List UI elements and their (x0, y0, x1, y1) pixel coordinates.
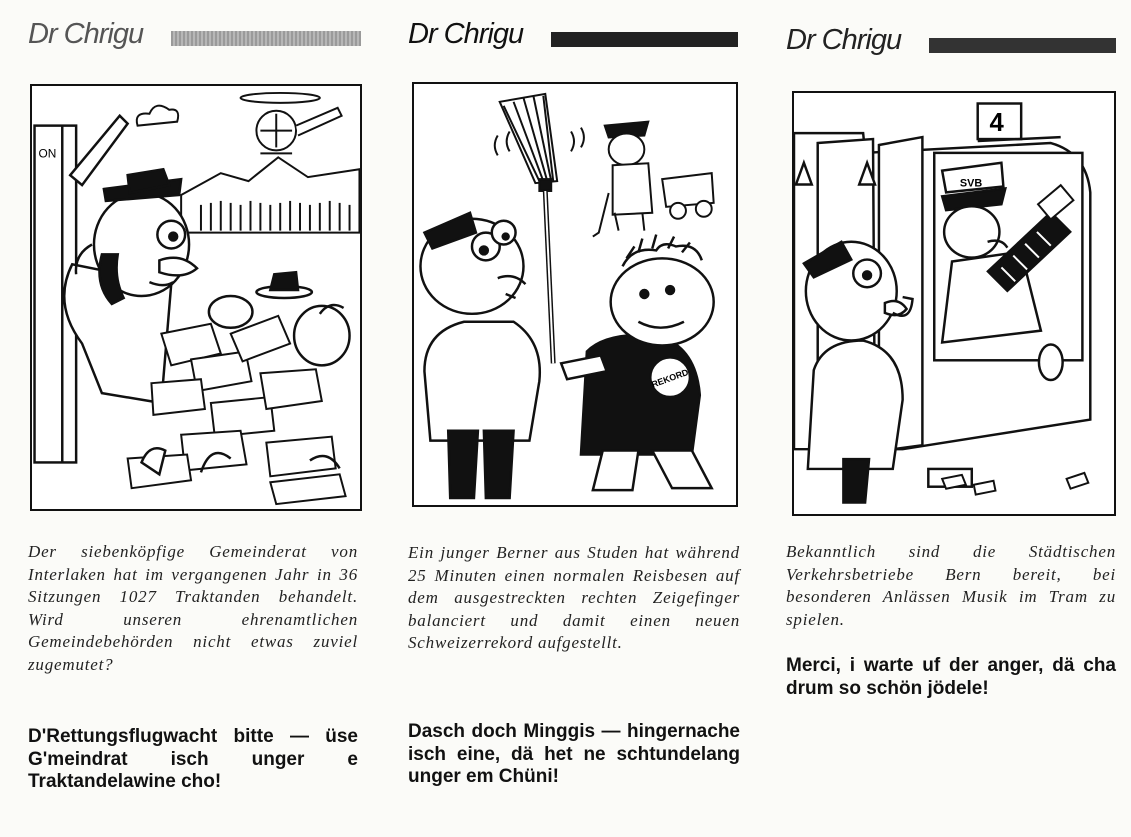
hat-icon (256, 272, 311, 298)
cartoon-phone-avalanche (32, 86, 360, 509)
strip-title: Dr Chrigu (408, 18, 524, 50)
comic-panel-3 (792, 91, 1116, 516)
phone-receiver (70, 116, 127, 185)
cartoon-tram-music (794, 93, 1114, 514)
record-badge: REKORD (650, 366, 690, 390)
record-holder-character (561, 235, 714, 491)
strip-caption: Bekanntlich sind die Städtischen Verkehrsbetriebe Bern bereit, bei besonderen Anlässen Musik im Tram zu spielen. (786, 542, 1116, 629)
phone-booth-sign: ON (38, 146, 57, 161)
strip-punchline: D'Rettungsflugwacht bitte — üse G'meindrat isch unger e Traktandelawine cho! (28, 726, 358, 792)
comic-strip-2 (408, 0, 740, 837)
tram-number: 4 (989, 109, 1004, 138)
comic-panel-1 (30, 84, 362, 511)
strip-title: Dr Chrigu (786, 24, 902, 56)
comic-strip-1 (28, 0, 358, 837)
chrigu-character (804, 242, 913, 503)
chrigu-character (420, 213, 539, 498)
title-bar (929, 38, 1116, 53)
title-bar (551, 32, 738, 47)
strip-punchline: Dasch doch Minggis — hingernache isch eine, dä het ne schtundelang unger em Chüni! (408, 721, 740, 787)
cartoon-broom-record (414, 84, 736, 505)
strip-header (28, 18, 358, 54)
strip-header (786, 18, 1116, 54)
conductor-cap-label: SVB (959, 177, 983, 190)
strip-caption: Ein junger Berner aus Studen hat während 25 Minuten einen normalen Reisbesen auf dem ausgestreckten rechten Zeigefinger balanciert und damit einen neuen Schweizerrekord aufgestellt. (408, 543, 740, 652)
comic-panel-2 (412, 82, 738, 507)
helicopter-icon (241, 93, 342, 153)
chrigu-character (64, 169, 197, 403)
strip-caption: Der siebenköpfige Gemeinderat von Interlaken hat im vergangenen Jahr in 36 Sitzungen 1027 Traktanden behandelt. Wird unseren ehrenamtlichen Gemeindebehörden nicht etwas zuviel zugemutet? (28, 542, 358, 674)
strip-header (408, 18, 740, 54)
street-sweeper (593, 122, 714, 237)
strip-punchline: Merci, i warte uf der anger, dä cha drum so schön jödele! (786, 655, 1116, 699)
comic-strip-3 (786, 0, 1116, 837)
title-bar (171, 31, 361, 46)
strip-title: Dr Chrigu (28, 18, 144, 50)
